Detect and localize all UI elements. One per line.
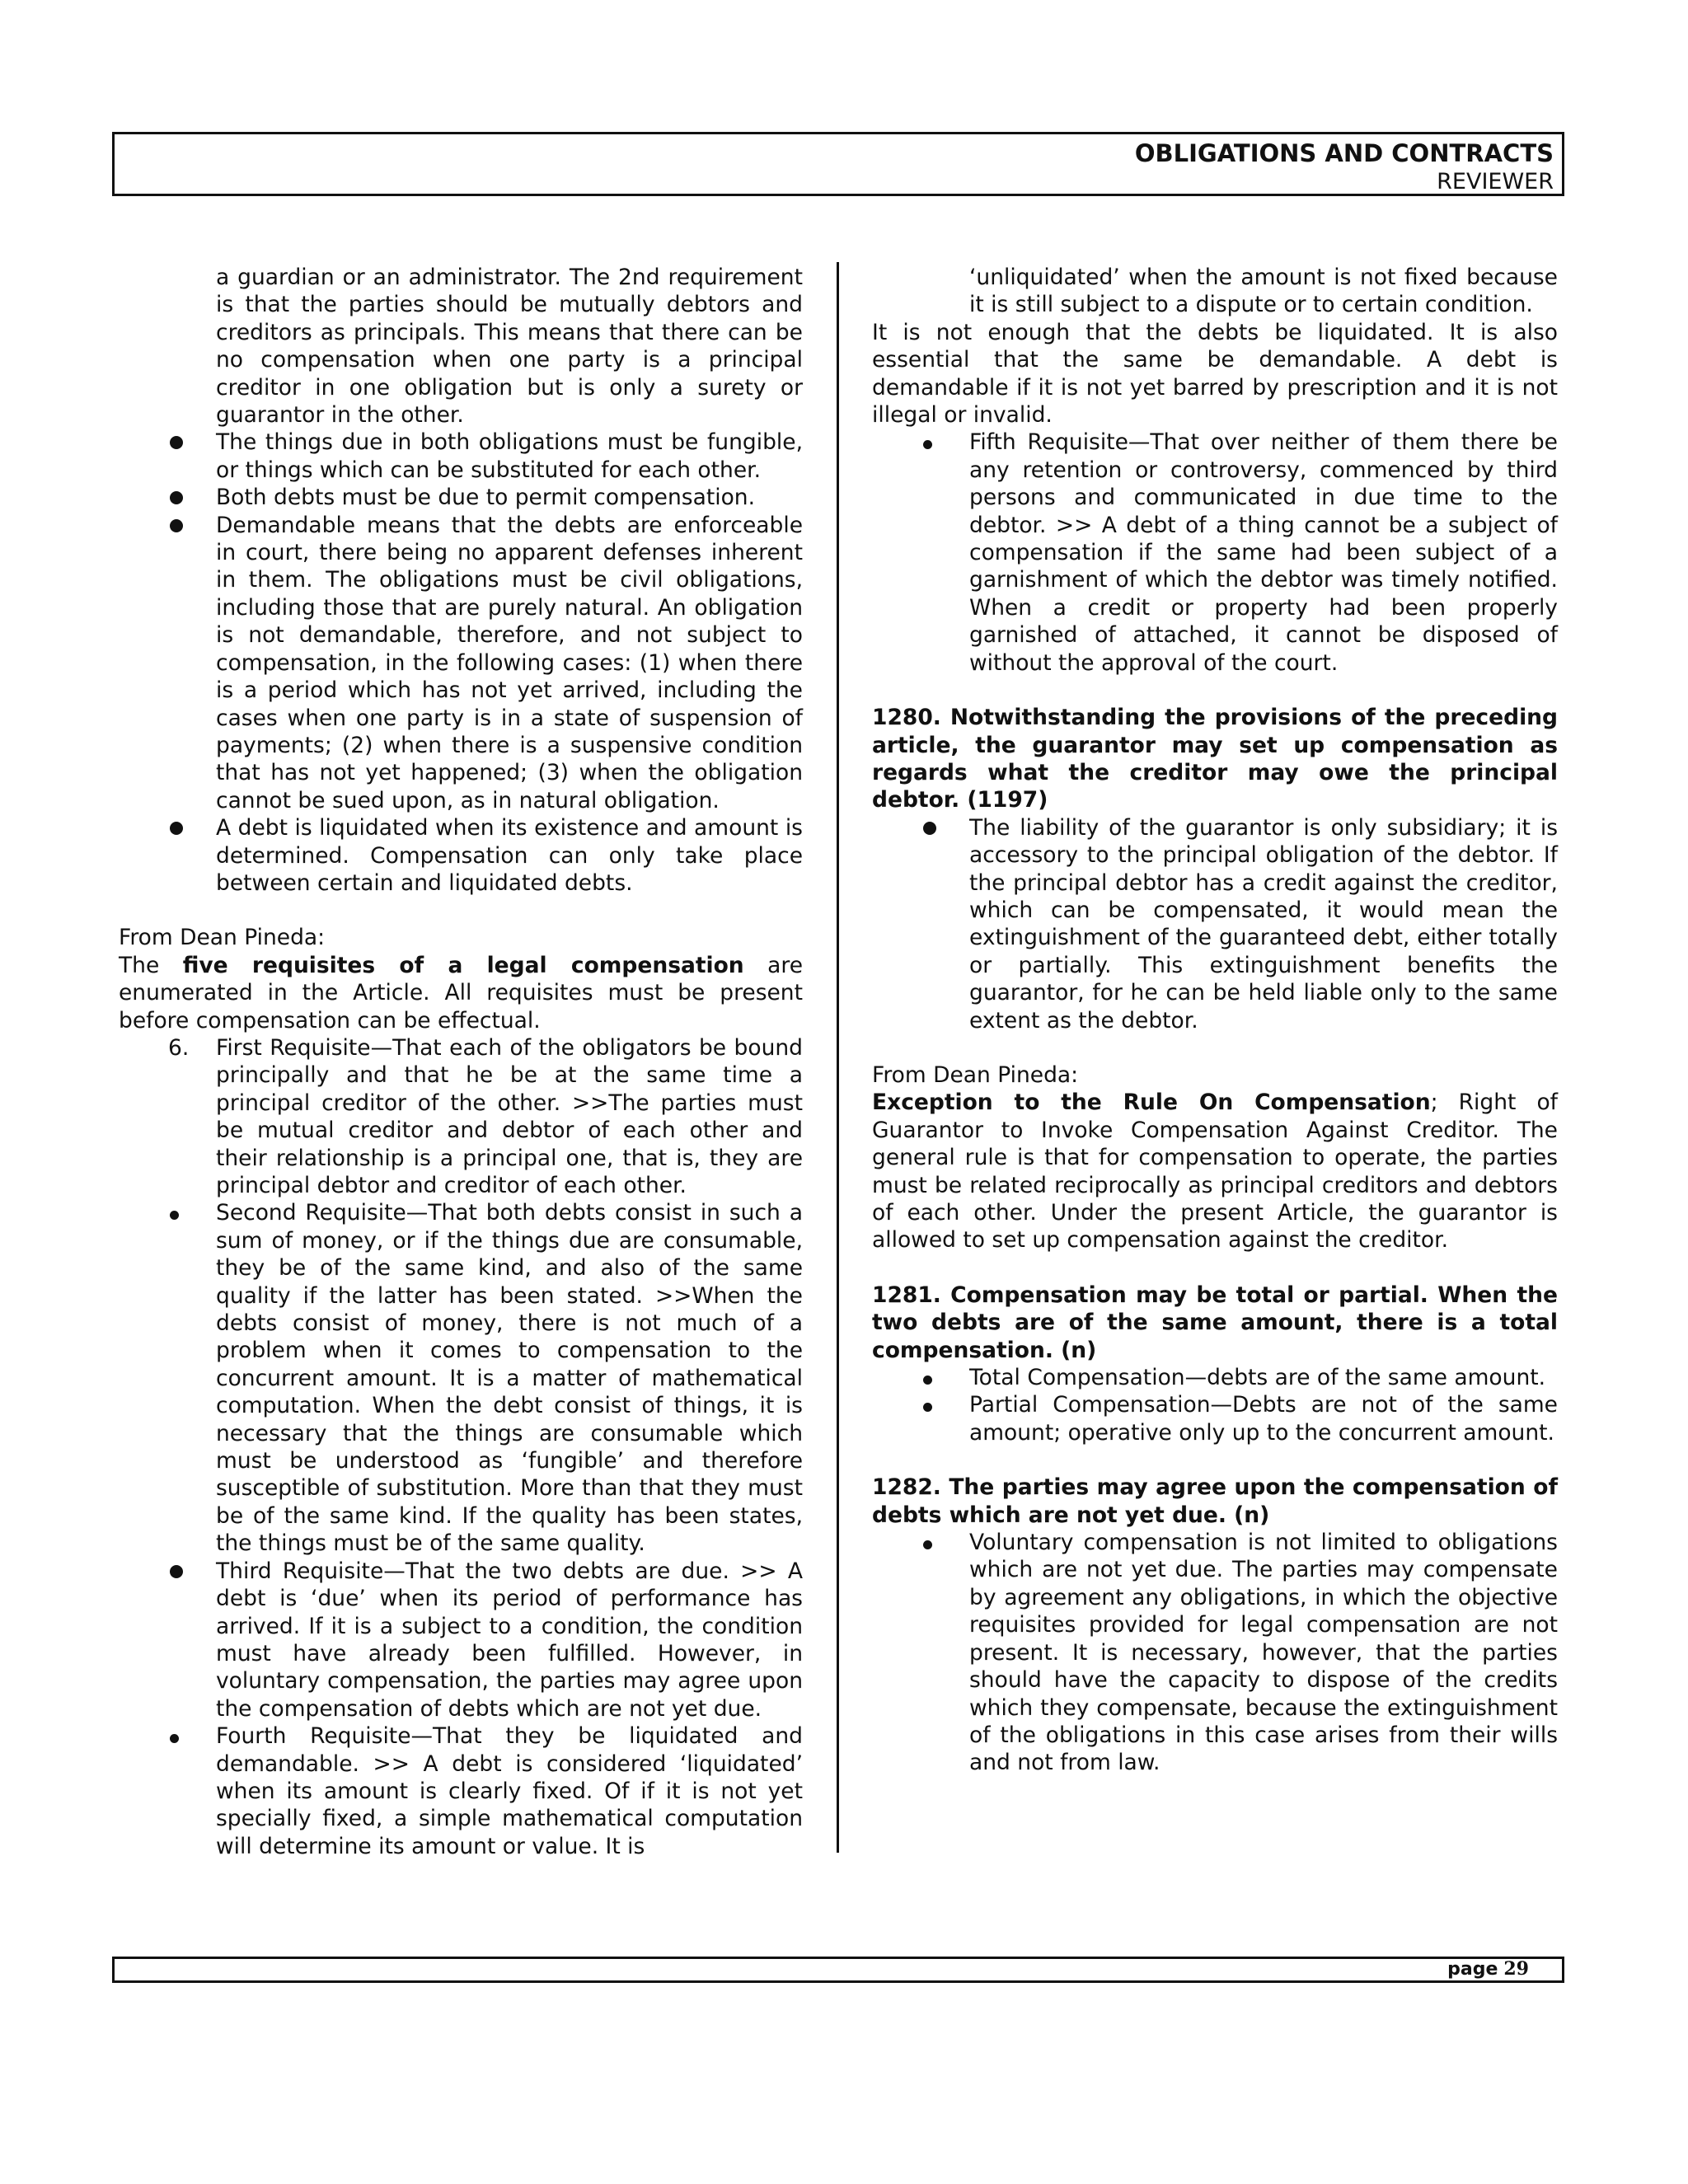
page-footer [112, 1957, 1564, 1983]
article-1282-heading: 1282. The parties may agree upon the compensation of debts which are not yet due. (n) [872, 1474, 1558, 1528]
bullet-icon [170, 1558, 183, 1585]
paragraph: ‘unliquidated’ when the amount is not fixed because it is still subject to a dispute or to certain condition. [969, 265, 1558, 318]
source-label: From Dean Pineda: [872, 1062, 1079, 1088]
list-item: Partial Compensation—Debts are not of the same amount; operative only up to the concurrent amount. [872, 1391, 1558, 1446]
article-1281-heading: 1281. Compensation may be total or partial. When the two debts are of the same amount, there is a total compensation. (n) [872, 1282, 1558, 1363]
bullet-icon [170, 512, 183, 539]
list-item: A debt is liquidated when its existence and amount is determined. Compensation can only take place between certain and liquidated debts. [119, 814, 803, 897]
list-item: Fifth Requisite—That over neither of them there be any retention or controversy, commenced by third persons and communicated in due time to the debtor. >> A debt of a thing cannot be a subject of compensation if the same had been subject of a garnishment of which the debtor was timely notified. When a credit or property had been properly garnished of attached, it cannot be disposed of without the approval of the court. [872, 429, 1558, 677]
header-title: OBLIGATIONS AND CONTRACTS [1134, 139, 1554, 167]
bullet-icon [923, 429, 932, 456]
list-item: The things due in both obligations must be fungible, or things which can be substituted for each other. [119, 429, 803, 484]
bullet-icon [923, 1364, 932, 1391]
bullet-icon [170, 484, 183, 511]
list-item: Demandable means that the debts are enforceable in court, there being no apparent defenses inherent in them. The obligations must be civil obligations, including those that are purely natural. An obligation is not demandable, therefore, and not subject to compensation, in the following cases: (1) when there is a period which has not yet arrived, including the cases when one party is in a state of suspension of payments; (2) when there is a suspensive condition that has not yet happened; (3) when the obligation cannot be sued upon, as in natural obligation. [119, 512, 803, 814]
list-item: Second Requisite—That both debts consist in such a sum of money, or if the things due are consumable, they be of the same kind, and also of the same quality if the latter has been stated. >>When the debts consist of money, there is not much of a problem when it comes to compensation to the concurrent amount. It is a matter of mathematical computation. When the debt consist of things, it is necessary that the things are consumable which must be understood as ‘fungible’ and therefore susceptible of substitution. More than that they must be of the same kind. If the quality has been states, the things must be of the same quality. [119, 1199, 803, 1557]
paragraph: It is not enough that the debts be liquidated. It is also essential that the same be demandable. A debt is demandable if it is not yet barred by prescription and it is not illegal or invalid. [872, 319, 1558, 429]
requisites-intro: The five requisites of a legal compensation are enumerated in the Article. All requisites must be present before compensation can be effectual. [119, 952, 803, 1033]
list-item: Voluntary compensation is not limited to obligations which are not yet due. The parties may compensate by agreement any obligations, in which the objective requisites provided for legal compensation are not present. It is necessary, however, that the parties should have the capacity to dispose of the credits which they compensate, because the extinguishment of the obligations in this case arises from their wills and not from law. [872, 1529, 1558, 1777]
bullet-icon [170, 1722, 179, 1750]
item-number: 6. [168, 1034, 190, 1061]
article-1280-heading: 1280. Notwithstanding the provisions of the preceding article, the guarantor may set up compensation as regards what the creditor may owe the principal debtor. (1197) [872, 705, 1558, 813]
numbered-item: 6. First Requisite—That each of the obligators be bound principally and that he be at the same time a principal creditor of the other. >>The parties must be mutual creditor and debtor of each other and their relationship is a principal one, that is, they are principal debtor and creditor of each other. [168, 1034, 803, 1198]
bullet-icon [923, 814, 936, 841]
page-number: page 29 [1447, 1958, 1529, 1980]
column-divider [837, 262, 839, 1853]
right-column [872, 264, 1558, 1777]
header-subtitle: REVIEWER [1437, 169, 1554, 194]
source-label: From Dean Pineda: [119, 925, 326, 951]
bullet-icon [170, 814, 183, 841]
bullet-icon [923, 1391, 932, 1418]
list-item: Third Requisite—That the two debts are due. >> A debt is ‘due’ when its period of performance has arrived. If it is a subject to a condition, the condition must have already been fulfilled. However, in voluntary compensation, the parties may agree upon the compensation of debts which are not yet due. [119, 1558, 803, 1722]
bullet-icon [923, 1529, 932, 1556]
paragraph: a guardian or an administrator. The 2nd requirement is that the parties should be mutually debtors and creditors as principals. This means that there can be no compensation when one party is a principal creditor in one obligation but is only a surety or guarantor in the other. [216, 265, 803, 429]
exception-paragraph: Exception to the Rule On Compensation; Right of Guarantor to Invoke Compensation Against Creditor. The general rule is that for compensation to operate, the parties must be related reciprocally as principal creditors and debtors of each other. Under the present Article, the guarantor is allowed to set up compensation against the creditor. [872, 1090, 1558, 1254]
list-item: The liability of the guarantor is only subsidiary; it is accessory to the principal obligation of the debtor. If the principal debtor has a credit against the creditor, which can be compensated, it would mean the extinguishment of the guaranteed debt, either totally or partially. This extinguishment benefits the guarantor, for he can be held liable only to the same extent as the debtor. [872, 814, 1558, 1034]
list-item: Total Compensation—debts are of the same amount. [872, 1364, 1558, 1391]
list-item: Both debts must be due to permit compensation. [119, 484, 803, 511]
bullet-icon [170, 1199, 179, 1226]
left-column [119, 264, 803, 1860]
page-header [112, 132, 1564, 196]
bullet-icon [170, 429, 183, 456]
list-item: Fourth Requisite—That they be liquidated and demandable. >> A debt is considered ‘liquidated’ when its amount is clearly fixed. Of if it is not yet specially fixed, a simple mathematical computation will determine its amount or value. It is [119, 1722, 803, 1860]
